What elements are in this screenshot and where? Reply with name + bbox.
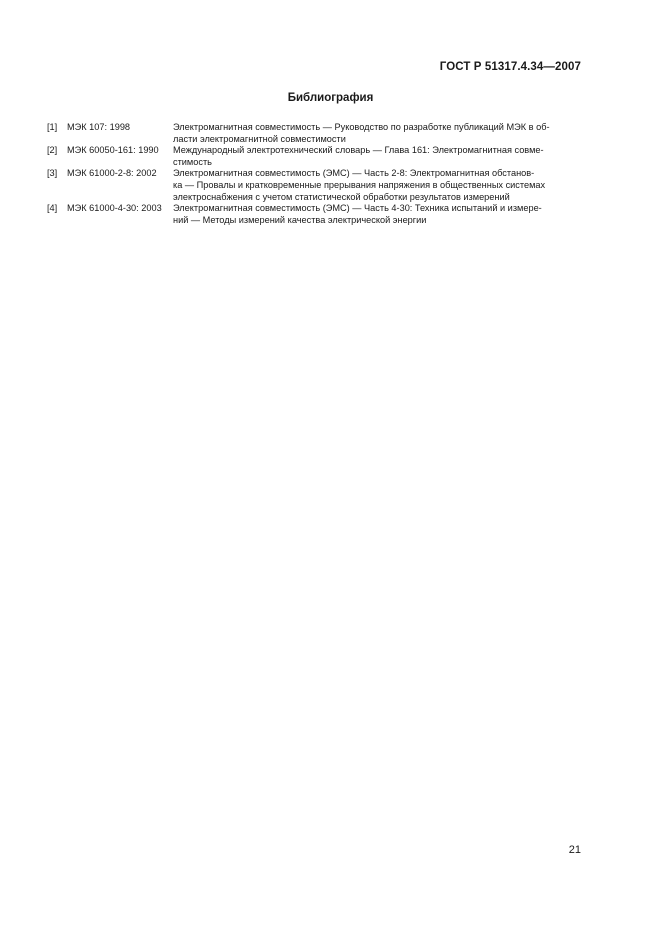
bibliography-entry xyxy=(47,145,582,168)
entry-text-line: электроснабжения с учетом статистической обработки результатов измерений xyxy=(173,191,510,202)
entry-text-line: Электромагнитная совместимость (ЭМС) — Часть 2-8: Электромагнитная обстанов- xyxy=(173,168,535,179)
page-number: 21 xyxy=(568,844,581,856)
entry-number: [1] xyxy=(47,122,58,132)
entry-text xyxy=(173,168,582,203)
entry-reference: МЭК 61000-4-30: 2003 xyxy=(67,203,162,214)
entry-reference: МЭК 61000-2-8: 2002 xyxy=(67,168,157,179)
document-header: ГОСТ Р 51317.4.34—2007 xyxy=(439,61,581,73)
entry-number: [2] xyxy=(47,145,58,156)
entry-text-line: стимость xyxy=(173,156,212,167)
entry-text xyxy=(173,122,582,145)
entry-number: [3] xyxy=(47,168,58,179)
entry-text-line: Электромагнитная совместимость (ЭМС) — Часть 4-30: Техника испытаний и измере- xyxy=(173,203,542,214)
entry-text xyxy=(173,145,582,168)
entry-text-line: ка — Провалы и кратковременные прерывания напряжения в общественных системах xyxy=(173,179,546,190)
entry-text-line: Электромагнитная совместимость — Руководство по разработке публикаций МЭК в об- xyxy=(173,122,550,132)
bibliography-entry xyxy=(47,168,582,203)
section-title: Библиография xyxy=(287,92,374,104)
bibliography-list xyxy=(47,122,582,226)
entry-text-line: Международный электротехнический словарь — Глава 161: Электромагнитная совме- xyxy=(173,145,544,156)
entry-reference: МЭК 107: 1998 xyxy=(67,122,131,132)
entry-text-line: ний — Методы измерений качества электрической энергии xyxy=(173,214,427,225)
entry-text xyxy=(173,203,582,226)
entry-text-line: ласти электромагнитной совместимости xyxy=(173,133,346,144)
bibliography-entry xyxy=(47,122,582,145)
entry-number: [4] xyxy=(47,203,58,214)
entry-reference: МЭК 60050-161: 1990 xyxy=(67,145,159,156)
bibliography-entry xyxy=(47,203,582,226)
